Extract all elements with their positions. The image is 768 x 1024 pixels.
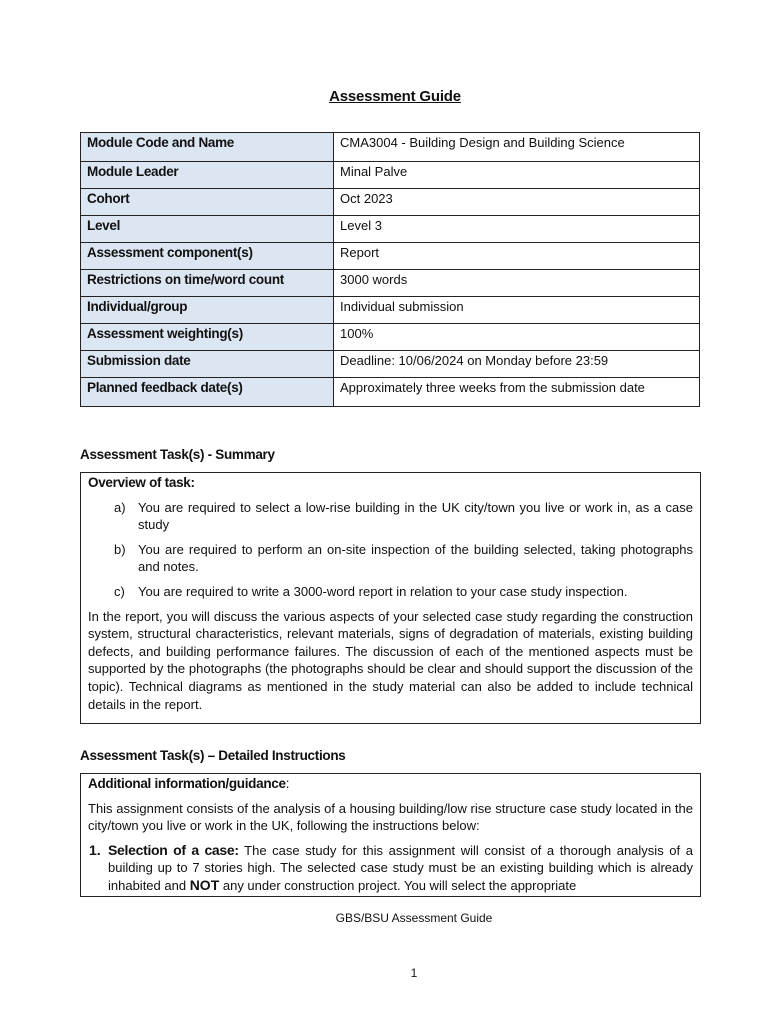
document-title: Assessment Guide [329, 88, 461, 105]
list-marker: a) [114, 499, 126, 515]
list-marker: b) [114, 541, 126, 557]
info-value: Approximately three weeks from the submission date [334, 378, 700, 407]
list-text: You are required to write a 3000-word report in relation to your case study inspection. [138, 583, 628, 599]
instruction-text-cont: any under construction project. You will select the appropriate [219, 877, 577, 893]
guidance-heading [88, 775, 693, 793]
instruction-emphasis: NOT [189, 876, 220, 893]
info-label: Module Leader [81, 162, 334, 189]
info-label: Module Code and Name [81, 133, 334, 162]
info-value: 100% [334, 324, 700, 351]
summary-box [80, 472, 701, 724]
detailed-heading: Assessment Task(s) – Detailed Instructions [80, 748, 346, 763]
guidance-heading-text: Additional information/guidance [88, 776, 286, 791]
info-row [81, 297, 700, 324]
info-value: Deadline: 10/06/2024 on Monday before 23:59 [334, 351, 700, 378]
info-row [81, 133, 700, 162]
summary-item-c [88, 583, 693, 601]
info-label: Planned feedback date(s) [81, 378, 334, 407]
info-value: Report [334, 243, 700, 270]
list-text: You are required to select a low-rise building in the UK city/town you live or work in, as a case study [138, 499, 693, 533]
module-info-table [80, 132, 700, 407]
overview-heading: Overview of task: [88, 475, 195, 490]
info-value: CMA3004 - Building Design and Building Science [334, 133, 700, 162]
detailed-box [80, 773, 701, 897]
summary-paragraph: In the report, you will discuss the various aspects of your selected case study regarding the construction system, structural characteristics, relevant materials, signs of degradation of materials, existing building defects, and building performance failures. The discussion of each of the mentioned aspects must be supported by the photographs (the photographs should be clear and should support the discussion of the topic). Technical diagrams as mentioned in the study material can also be added to include technical details in the report. [88, 608, 693, 712]
info-label: Assessment weighting(s) [81, 324, 334, 351]
detailed-intro: This assignment consists of the analysis of a housing building/low rise structure case study located in the city/town you live or work in the UK, following the instructions below: [88, 800, 693, 834]
instruction-lead: Selection of a case: [108, 841, 239, 858]
info-row [81, 351, 700, 378]
instruction-item-1 [88, 842, 693, 895]
guidance-heading-colon: : [285, 776, 290, 791]
summary-item-b [88, 541, 693, 576]
info-row [81, 243, 700, 270]
info-label: Individual/group [81, 297, 334, 324]
info-label: Level [81, 216, 334, 243]
info-value: Minal Palve [334, 162, 700, 189]
info-row [81, 216, 700, 243]
list-marker: 1. [89, 841, 101, 858]
info-row [81, 324, 700, 351]
info-label: Restrictions on time/word count [81, 270, 334, 297]
info-label: Assessment component(s) [81, 243, 334, 270]
page-footer: GBS/BSU Assessment Guide [335, 911, 493, 925]
list-text: You are required to perform an on-site inspection of the building selected, taking photographs and notes. [138, 541, 693, 575]
page-number: 1 [410, 966, 418, 980]
info-row [81, 162, 700, 189]
info-value: Individual submission [334, 297, 700, 324]
info-value: 3000 words [334, 270, 700, 297]
info-value: Oct 2023 [334, 189, 700, 216]
info-value: Level 3 [334, 216, 700, 243]
info-row [81, 378, 700, 407]
summary-heading: Assessment Task(s) - Summary [80, 447, 275, 462]
info-label: Cohort [81, 189, 334, 216]
summary-item-a [88, 499, 693, 534]
list-marker: c) [114, 583, 125, 599]
instruction-text: The case study for this assignment will consist of a thorough analysis of a building up to 7 stories high. The selected case study must be an existing building which is already inhabited and [108, 842, 694, 893]
info-label: Submission date [81, 351, 334, 378]
info-row [81, 189, 700, 216]
info-row [81, 270, 700, 297]
